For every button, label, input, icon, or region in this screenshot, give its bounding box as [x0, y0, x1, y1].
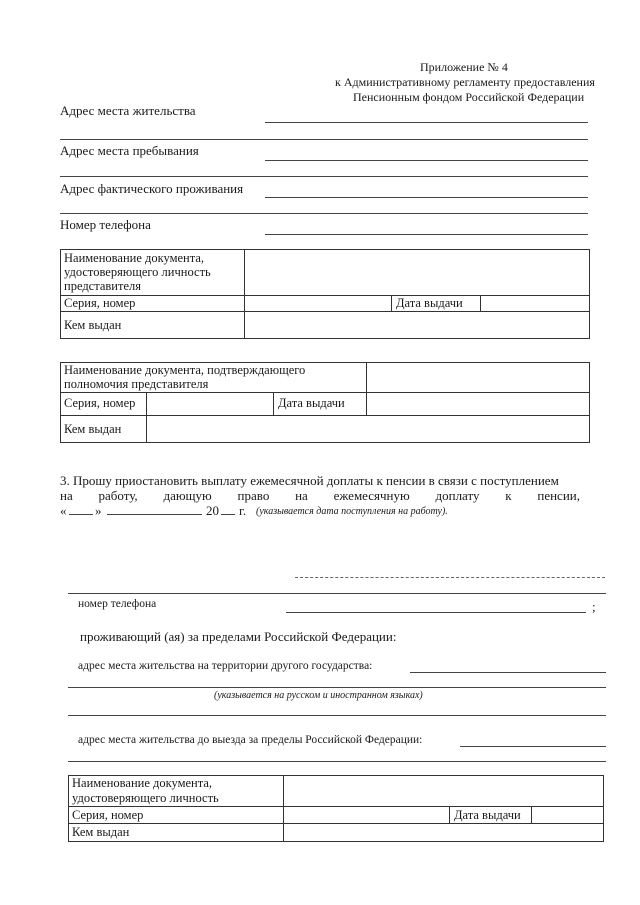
appendix-number: Приложение № 4: [420, 60, 508, 74]
auth-table-row-divider-1: [60, 392, 590, 393]
id-table-date-divider-2: [531, 806, 532, 823]
id-issue-date-label: Дата выдачи: [454, 808, 521, 822]
pre-departure-address-label: адрес места жительства до выезда за пределы Российской Федерации:: [78, 734, 423, 746]
actual-address-line-2[interactable]: [60, 213, 588, 214]
request-line-1: 3. Прошу приостановить выплату ежемесячной доплаты к пенсии в связи с поступлением: [60, 473, 559, 488]
rep-table-col-divider: [244, 249, 245, 339]
actual-address-line[interactable]: [265, 197, 588, 198]
id-table-row-divider-2: [68, 823, 604, 824]
id-table-date-divider-1: [449, 806, 450, 823]
rep-doc-name-label-2: удостоверяющего личность: [64, 265, 211, 279]
stay-address-line-2[interactable]: [60, 176, 588, 177]
foreign-address-label: адрес места жительства на территории другого государства:: [78, 660, 373, 672]
auth-table-row-divider-2: [60, 415, 590, 416]
rep-series-label: Серия, номер: [64, 296, 136, 310]
id-doc-name-label-1: Наименование документа,: [72, 776, 213, 790]
auth-doc-name-label-2: полномочия представителя: [64, 377, 209, 391]
separator-line: [68, 593, 606, 594]
foreign-address-line-3[interactable]: [68, 715, 606, 716]
rep-issued-by-label: Кем выдан: [64, 318, 122, 332]
stay-address-line[interactable]: [265, 160, 588, 161]
regulation-reference: к Административному регламенту предоставления: [335, 75, 595, 89]
employment-date-note: (указывается дата поступления на работу).: [256, 506, 448, 517]
year-field-line[interactable]: [221, 514, 235, 515]
pension-fund-reference: Пенсионным фондом Российской Федерации: [353, 90, 585, 104]
auth-table-date-divider-1: [273, 392, 274, 415]
abroad-phone-line[interactable]: [286, 612, 586, 613]
foreign-address-line-2[interactable]: [68, 687, 606, 688]
year-suffix: г.: [239, 503, 247, 518]
day-field-line[interactable]: [69, 514, 93, 515]
month-field-line[interactable]: [107, 514, 202, 515]
id-issued-by-label: Кем выдан: [72, 825, 130, 839]
stay-address-label: Адрес места пребывания: [60, 143, 199, 158]
rep-table-date-divider-1: [391, 295, 392, 311]
residence-address-label: Адрес места жительства: [60, 103, 196, 118]
pre-departure-address-line[interactable]: [460, 746, 606, 747]
year-prefix: 20: [206, 503, 219, 518]
rep-table-date-divider-2: [480, 295, 481, 311]
id-doc-name-label-2: удостоверяющего личность: [72, 791, 219, 805]
date-open-quote: «: [60, 503, 67, 518]
language-note: (указывается на русском и иностранном языках): [214, 690, 423, 701]
foreign-address-line[interactable]: [410, 672, 606, 673]
auth-table-col-divider-left: [146, 392, 147, 443]
signature-line-dashed[interactable]: [295, 577, 605, 578]
rep-table-row-divider-2: [60, 311, 590, 312]
id-series-label: Серия, номер: [72, 808, 144, 822]
residence-address-line-2[interactable]: [60, 139, 588, 140]
actual-address-label: Адрес фактического проживания: [60, 181, 244, 196]
auth-issued-by-label: Кем выдан: [64, 422, 122, 436]
living-abroad-label: проживающий (ая) за пределами Российской Федерации:: [80, 629, 397, 644]
auth-table-date-divider-2: [366, 392, 367, 415]
phone-label: Номер телефона: [60, 217, 151, 232]
abroad-phone-label: номер телефона: [78, 598, 157, 610]
residence-address-line[interactable]: [265, 122, 588, 123]
id-table-col-divider: [283, 775, 284, 842]
auth-doc-name-label-1: Наименование документа, подтверждающего: [64, 363, 306, 377]
auth-table-col-divider-top: [366, 362, 367, 392]
auth-series-label: Серия, номер: [64, 396, 136, 410]
pre-departure-address-line-2[interactable]: [68, 761, 606, 762]
phone-line[interactable]: [265, 234, 588, 235]
rep-doc-name-label-1: Наименование документа,: [64, 251, 205, 265]
auth-issue-date-label: Дата выдачи: [278, 396, 345, 410]
id-table-row-divider-1: [68, 806, 604, 807]
rep-table-row-divider-1: [60, 295, 590, 296]
phone-semicolon: ;: [592, 599, 596, 614]
request-line-2: на работу, дающую право на ежемесячную доплату к пенсии,: [60, 488, 580, 503]
date-close-quote: »: [95, 503, 102, 518]
rep-issue-date-label: Дата выдачи: [396, 296, 463, 310]
rep-doc-name-label-3: представителя: [64, 279, 141, 293]
